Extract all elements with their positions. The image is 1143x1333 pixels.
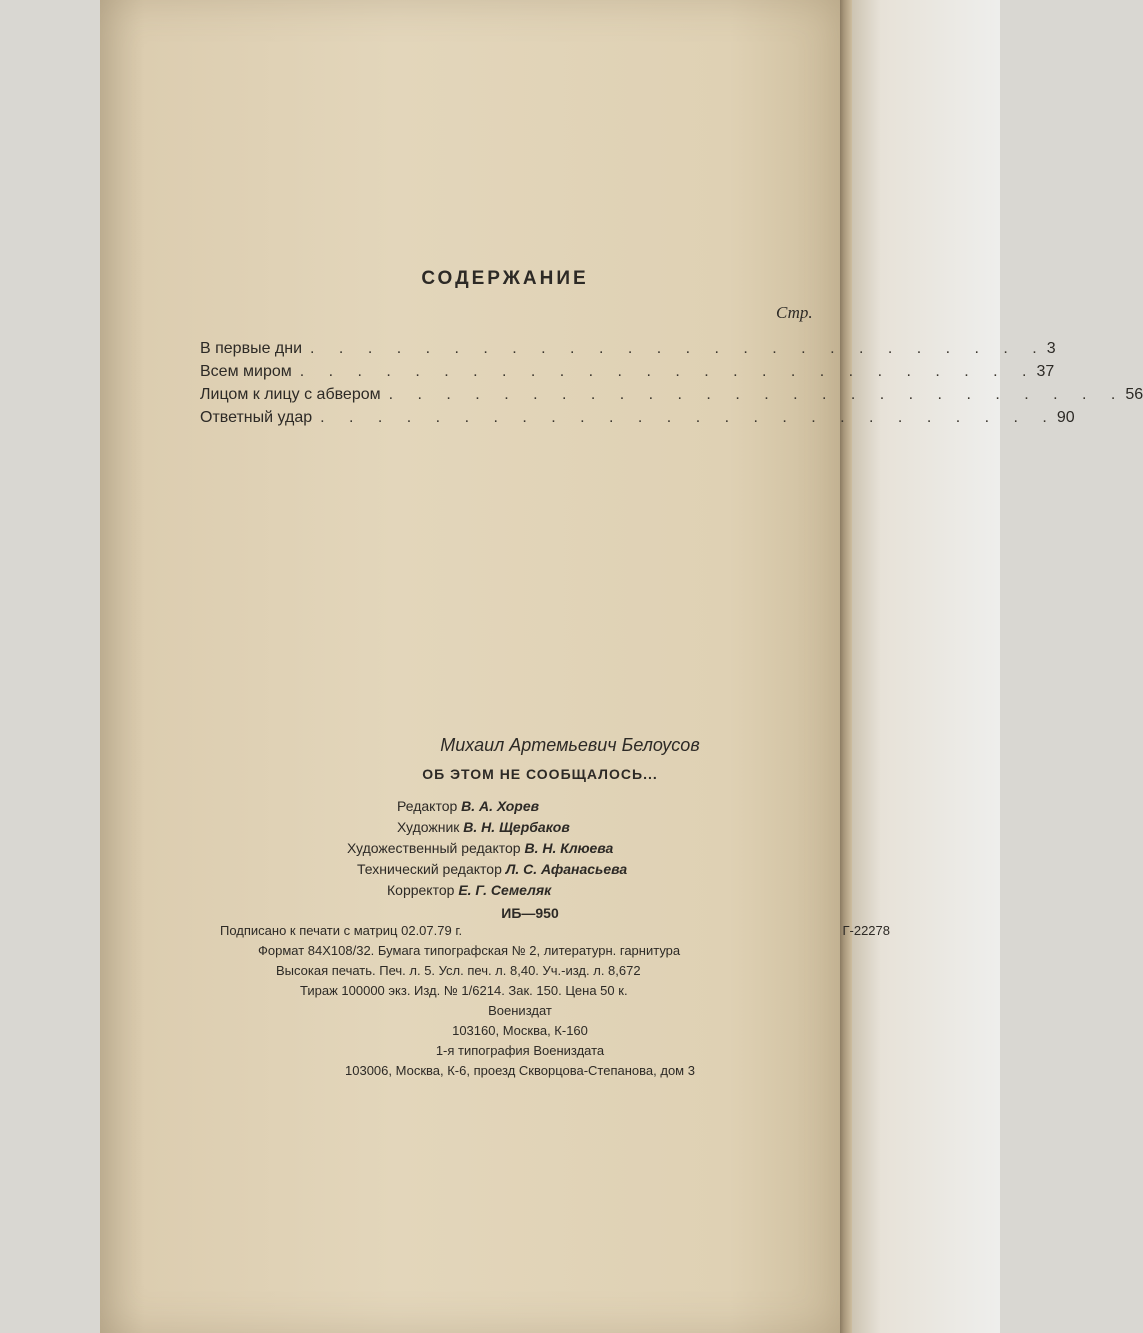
imprint-block	[100, 735, 920, 1081]
credit-name: В. Н. Щербаков	[463, 819, 570, 835]
signed-row	[100, 921, 920, 941]
credit-role: Художественный редактор	[347, 840, 521, 856]
author-name: Михаил Артемьевич Белоусов	[440, 735, 700, 755]
toc-leader-dots: . . . . . . . . . . . . . . . . . . . . . . . . . .	[320, 409, 1057, 426]
credits-list	[100, 796, 920, 901]
format-line: Формат 84Х108/32. Бумага типографская № 2, литературн. гарнитура	[258, 943, 681, 958]
toc-item	[200, 409, 1075, 432]
toc-item-label: Всем миром	[200, 363, 292, 380]
toc-item	[200, 340, 1056, 363]
ib-number: ИБ—950	[501, 905, 559, 921]
printing-line: Высокая печать. Печ. л. 5. Усл. печ. л. 8,40. Уч.-изд. л. 8,672	[276, 963, 641, 978]
credit-line	[387, 880, 920, 901]
credit-name: Л. С. Афанасьева	[505, 861, 628, 877]
credit-line	[397, 817, 920, 838]
credit-name: В. Н. Клюева	[524, 840, 614, 856]
book-page	[100, 0, 1143, 1333]
background-right	[830, 0, 1000, 1333]
toc-item	[200, 363, 1055, 386]
toc-item	[200, 386, 1143, 409]
toc-item-page: 3	[1046, 340, 1056, 357]
signed-date: Подписано к печати с матриц 02.07.79 г.	[220, 923, 463, 938]
credit-line	[357, 859, 920, 880]
toc-title: СОДЕРЖАНИЕ	[421, 268, 589, 289]
order-code: Г-22278	[842, 923, 890, 938]
credit-role: Редактор	[397, 798, 458, 814]
credit-name: Е. Г. Семеляк	[458, 882, 552, 898]
publisher-name: Воениздат	[488, 1003, 552, 1018]
credit-role: Корректор	[387, 882, 455, 898]
credit-line	[347, 838, 920, 859]
toc-item-page: 90	[1056, 409, 1075, 426]
toc-list	[200, 340, 1143, 432]
toc-leader-dots: . . . . . . . . . . . . . . . . . . . . . . . . . .	[388, 386, 1126, 403]
circulation-line: Тираж 100000 экз. Изд. № 1/6214. Зак. 150. Цена 50 к.	[300, 983, 628, 998]
credit-line	[397, 796, 920, 817]
credit-name: В. А. Хорев	[461, 798, 540, 814]
toc-page-header: Стр.	[776, 303, 813, 322]
printer-address: 103006, Москва, К-6, проезд Скворцова-Степанова, дом 3	[345, 1063, 695, 1078]
toc-item-label: В первые дни	[200, 340, 303, 357]
book-title: ОБ ЭТОМ НЕ СООБЩАЛОСЬ...	[422, 766, 658, 782]
publisher-address: 103160, Москва, К-160	[452, 1023, 588, 1038]
toc-leader-dots: . . . . . . . . . . . . . . . . . . . . . . . . . .	[299, 363, 1037, 380]
toc-leader-dots: . . . . . . . . . . . . . . . . . . . . . . . . . .	[310, 340, 1047, 357]
toc-item-page: 56	[1125, 386, 1143, 403]
toc-item-label: Ответный удар	[200, 409, 313, 426]
credit-role: Художник	[397, 819, 460, 835]
printer-name: 1-я типография Воениздата	[435, 1043, 605, 1058]
credit-role: Технический редактор	[357, 861, 502, 877]
publication-details	[100, 921, 920, 1081]
toc-item-label: Лицом к лицу с абвером	[200, 386, 381, 403]
toc-item-page: 37	[1036, 363, 1055, 380]
